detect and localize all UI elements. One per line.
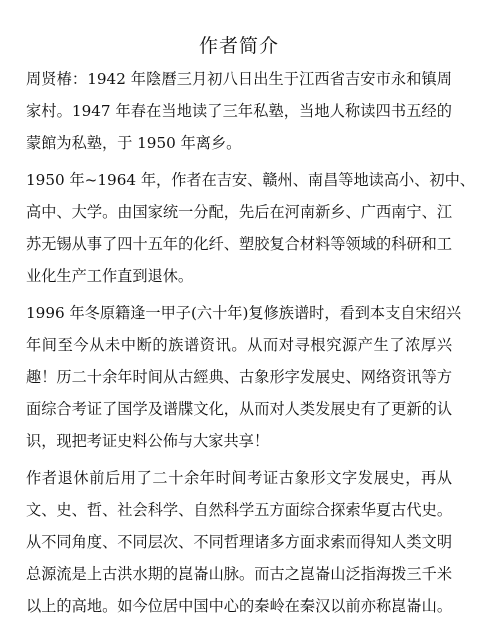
text-line: 总源流是上古洪水期的崑崙山脉。而古之崑崙山泛指海拨三千米 xyxy=(26,565,452,583)
text-line: 1996 年冬原籍逢一甲子(六十年)复修族谱时，看到本支自宋绍兴 xyxy=(26,304,462,322)
paragraph-research xyxy=(26,462,452,622)
text-line: 1950 年~1964 年，作者在吉安、赣州、南昌等地读高小、初中、 xyxy=(26,171,475,189)
paragraph-birth xyxy=(26,63,452,159)
text-line: 苏无锡从事了四十五年的化纤、塑胶复合材料等领域的科研和工 xyxy=(26,235,452,253)
text-line: 文、史、哲、社会科学、自然科学五方面综合探索华夏古代史。 xyxy=(26,501,452,519)
paragraph-education-career xyxy=(26,164,475,292)
text-line: 识，现把考证史料公佈与大家共享！ xyxy=(26,432,269,450)
text-line: 业化生产工作直到退休。 xyxy=(26,267,194,285)
text-line: 以上的高地。如今位居中国中心的秦岭在秦汉以前亦称崑崙山。 xyxy=(26,597,452,615)
paragraph-genealogy xyxy=(26,297,462,457)
text-line: 高中、大学。由国家统一分配，先后在河南新乡、广西南宁、江 xyxy=(26,203,452,221)
text-line: 面综合考证了国学及谱牒文化，从而对人类发展史有了更新的认 xyxy=(26,400,452,418)
text-line: 家村。1947 年春在当地读了三年私塾，当地人称读四书五经的 xyxy=(26,102,452,120)
page-title: 作者简介 xyxy=(198,35,279,57)
text-line: 蒙館为私塾，于 1950 年离乡。 xyxy=(26,134,242,152)
text-line: 作者退休前后用了二十余年时间考证古象形文字发展史，再从 xyxy=(26,469,452,487)
text-line: 年间至今从未中断的族谱资讯。从而对寻根究源产生了浓厚兴 xyxy=(26,336,452,354)
text-line: 从不同角度、不同层次、不同哲理诸多方面求索而得知人类文明 xyxy=(26,533,452,551)
text-line: 趣！历二十余年时间从古經典、古象形字发展史、网络资讯等方 xyxy=(26,368,452,386)
text-line: 周贤椿：1942 年陰曆三月初八日出生于江西省吉安市永和镇周 xyxy=(26,70,452,88)
